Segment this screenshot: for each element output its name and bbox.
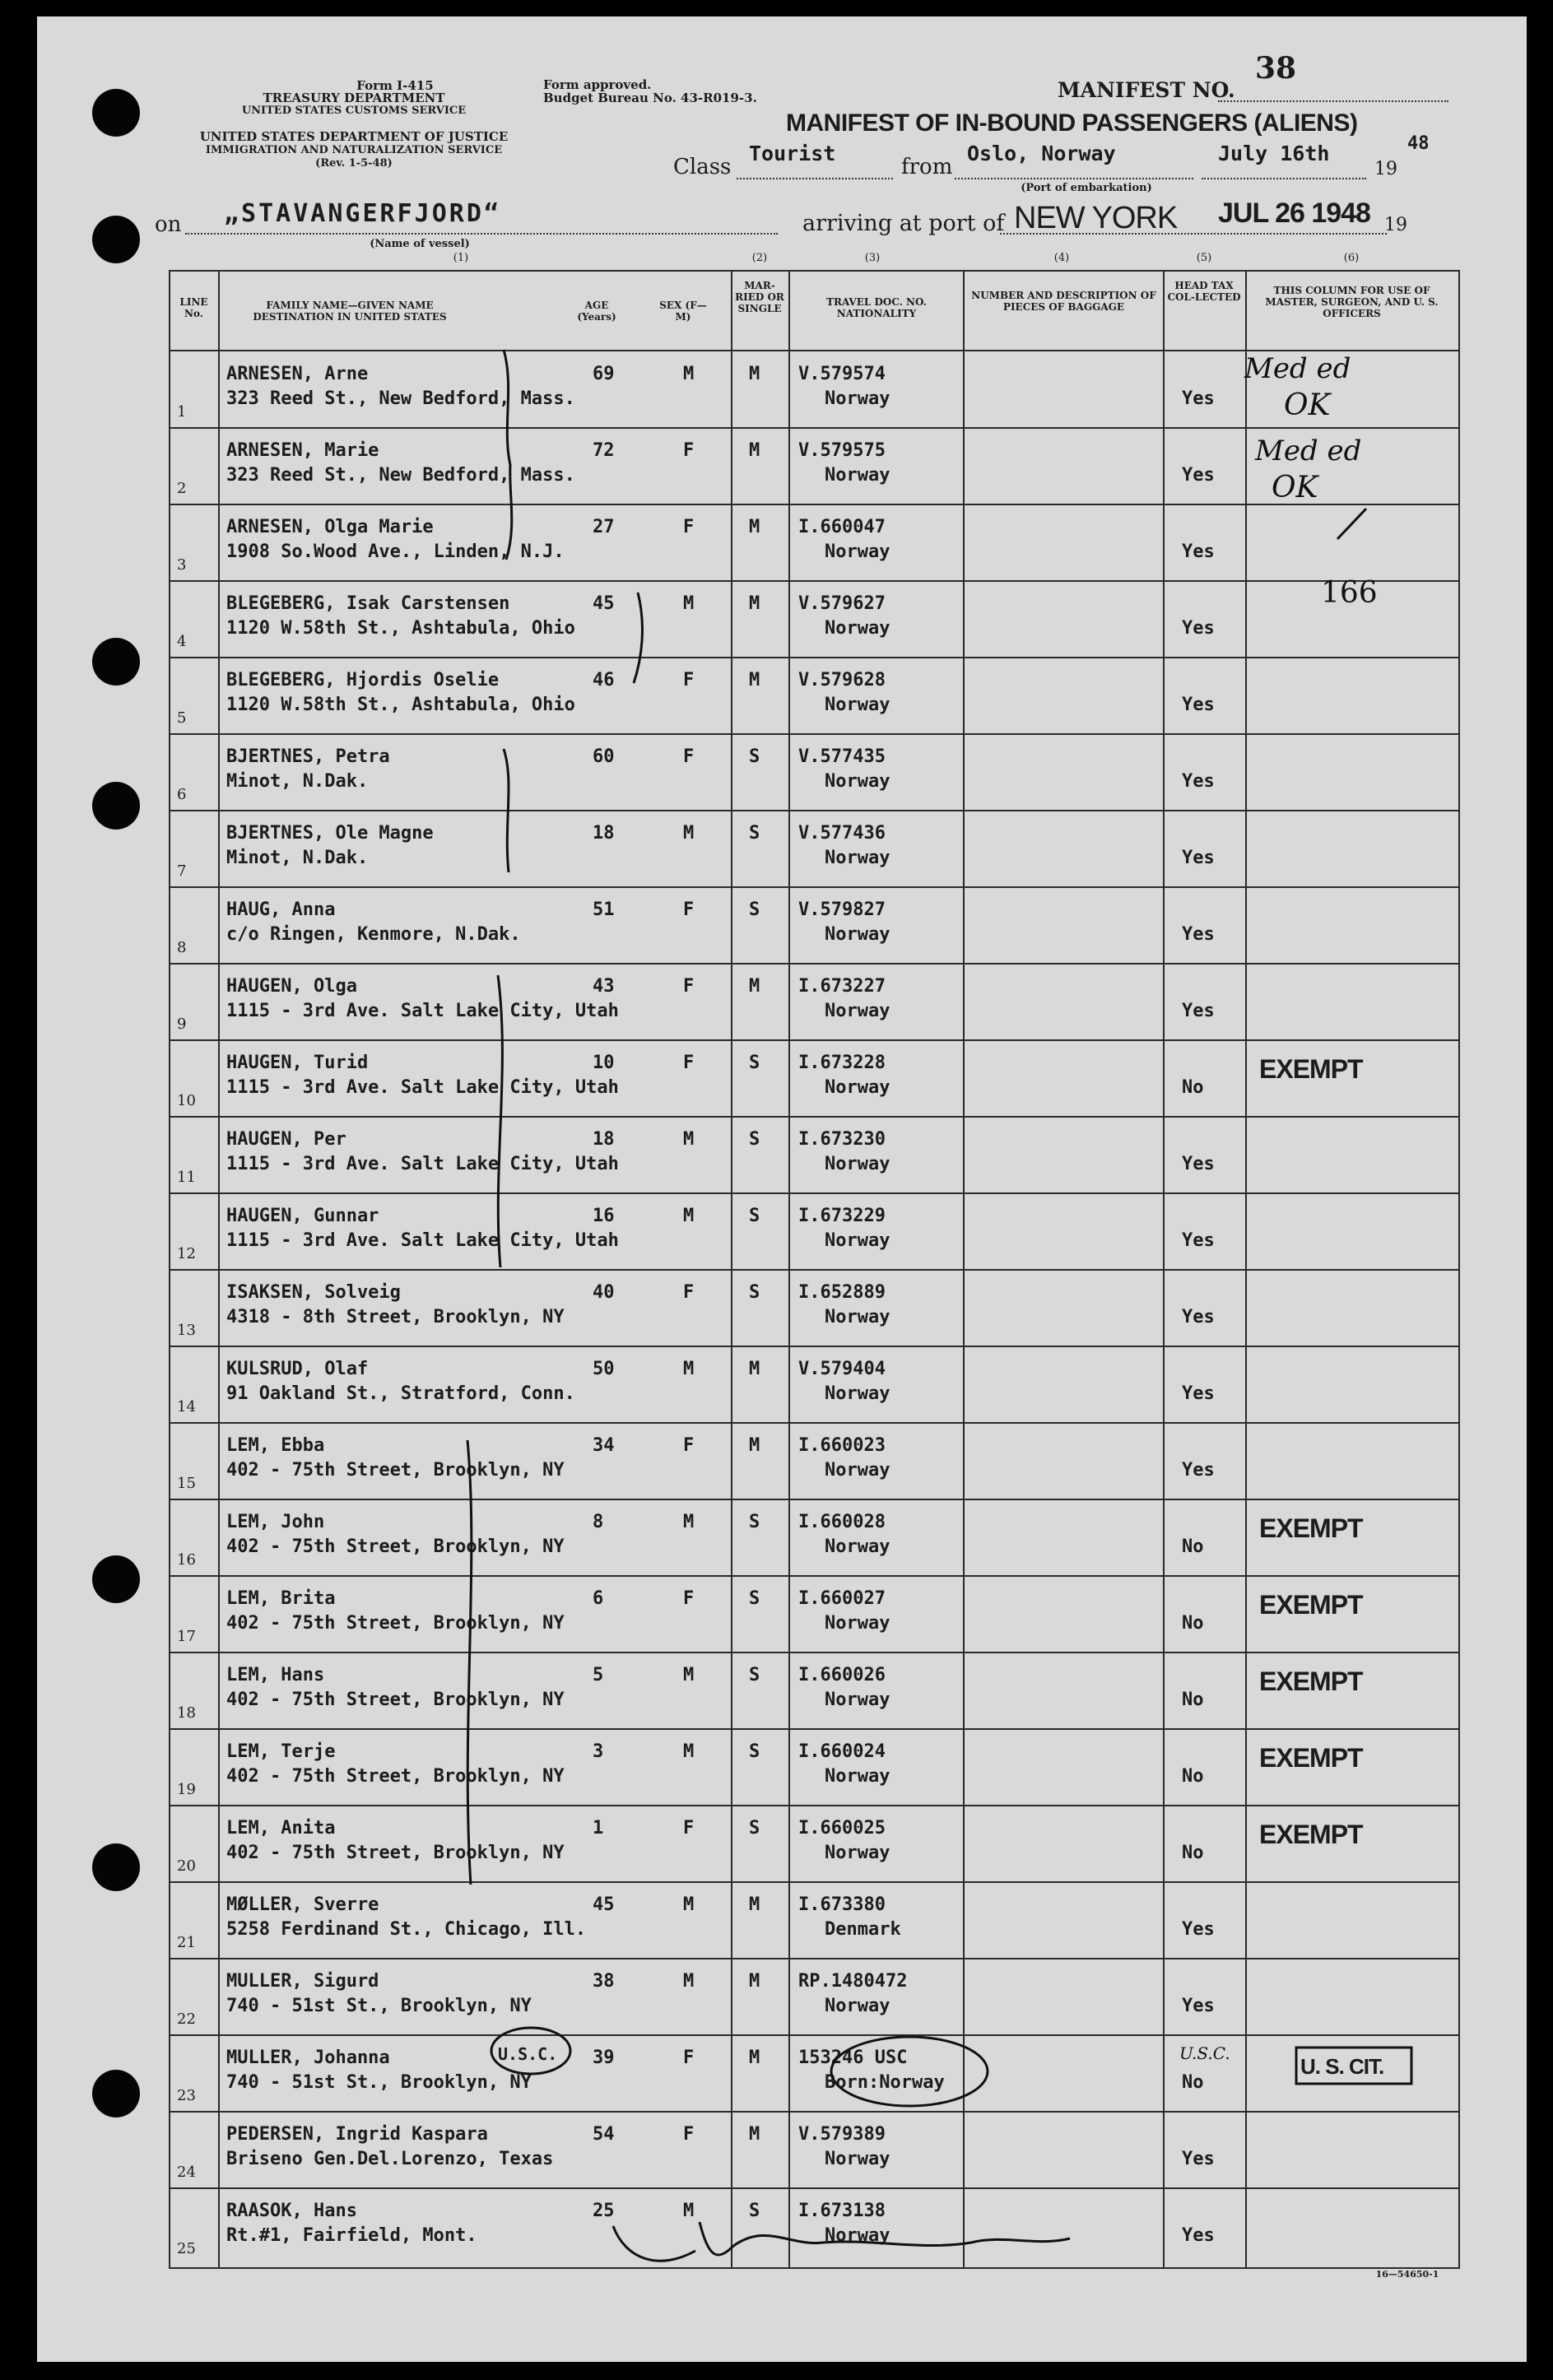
nationality: Norway <box>825 771 890 792</box>
head-tax-collected: Yes <box>1182 2149 1215 2169</box>
passenger-age: 16 <box>593 1206 615 1226</box>
col-header-officers: THIS COLUMN FOR USE OF MASTER, SURGEON, AND U. S. OFFICERS <box>1265 285 1439 319</box>
marital-status: S <box>749 1282 760 1303</box>
passenger-sex: M <box>683 1971 695 1992</box>
passenger-age: 25 <box>593 2201 615 2221</box>
head-tax-collected: Yes <box>1182 848 1215 868</box>
year-prefix: 19 <box>1374 159 1397 179</box>
marital-status: M <box>749 1971 760 1992</box>
head-tax-collected: No <box>1182 1536 1204 1557</box>
nationality: Norway <box>825 1690 890 1710</box>
passenger-name: MULLER, Sigurd <box>226 1971 379 1992</box>
head-tax-collected: Yes <box>1182 771 1215 792</box>
signature <box>613 2222 1070 2261</box>
marital-status: M <box>749 1435 760 1456</box>
passenger-name: HAUG, Anna <box>226 899 336 920</box>
passenger-name: LEM, Anita <box>226 1818 336 1838</box>
passenger-destination: Minot, N.Dak. <box>226 771 369 792</box>
passenger-sex: F <box>683 976 695 997</box>
line-number: 16 <box>177 1551 196 1569</box>
marital-status: S <box>749 1665 760 1685</box>
passenger-name: KULSRUD, Olaf <box>226 1359 369 1379</box>
passenger-name: HAUGEN, Per <box>226 1129 346 1150</box>
us-citizen-stamp: U. S. CIT. <box>1300 2054 1384 2079</box>
marital-status: M <box>749 440 760 461</box>
bracket-mark <box>504 350 512 560</box>
travel-doc-number: I.673138 <box>798 2201 886 2221</box>
exempt-stamp: EXEMPT <box>1259 1513 1363 1543</box>
line-number: 14 <box>177 1398 196 1415</box>
passenger-age: 8 <box>593 1512 604 1532</box>
passenger-age: 51 <box>593 899 615 920</box>
travel-doc-number: I.673228 <box>798 1053 886 1073</box>
usc-circle-note: U.S.C. <box>498 2044 558 2064</box>
nationality: Norway <box>825 1077 890 1098</box>
marital-status: S <box>749 1206 760 1226</box>
col-header-tax: HEAD TAX COL-LECTED <box>1167 280 1241 303</box>
passenger-destination: 1908 So.Wood Ave., Linden, N.J. <box>226 542 565 562</box>
line-number: 9 <box>177 1016 187 1033</box>
marital-status: S <box>749 1588 760 1609</box>
travel-doc-number: I.660025 <box>798 1818 886 1838</box>
exempt-stamp: EXEMPT <box>1259 1590 1363 1620</box>
passenger-destination: 1115 - 3rd Ave. Salt Lake City, Utah <box>226 1077 619 1098</box>
passenger-sex: F <box>683 746 695 767</box>
col-header-sex: SEX (F—M) <box>659 300 707 323</box>
passenger-destination: 402 - 75th Street, Brooklyn, NY <box>226 1536 565 1557</box>
manifest-title: MANIFEST OF IN-BOUND PASSENGERS (ALIENS) <box>786 109 1358 137</box>
line-number: 12 <box>177 1245 196 1262</box>
us-cit-box <box>1296 2048 1411 2084</box>
head-tax-collected: Yes <box>1182 388 1215 409</box>
head-tax-collected: Yes <box>1182 1230 1215 1251</box>
passenger-name: HAUGEN, Turid <box>226 1053 369 1073</box>
passenger-destination: c/o Ringen, Kenmore, N.Dak. <box>226 924 521 945</box>
passenger-destination: 4318 - 8th Street, Brooklyn, NY <box>226 1307 565 1327</box>
passenger-destination: 323 Reed St., New Bedford, Mass. <box>226 465 575 486</box>
bracket-mark <box>504 749 509 872</box>
passenger-age: 45 <box>593 1894 615 1915</box>
travel-doc-number: V.579404 <box>798 1359 886 1379</box>
exempt-stamp: EXEMPT <box>1259 1820 1363 1849</box>
nationality: Norway <box>825 542 890 562</box>
head-tax-collected: Yes <box>1182 1001 1215 1021</box>
line-number: 2 <box>177 480 187 497</box>
passenger-sex: M <box>683 1894 695 1915</box>
marital-status: M <box>749 517 760 537</box>
line-number: 25 <box>177 2240 196 2257</box>
nationality: Norway <box>825 695 890 715</box>
travel-doc-number: V.577435 <box>798 746 886 767</box>
passenger-sex: M <box>683 593 695 614</box>
head-tax-collected: No <box>1182 2072 1204 2093</box>
head-tax-collected: Yes <box>1182 2225 1215 2246</box>
head-tax-collected: Yes <box>1182 1996 1215 2016</box>
travel-doc-number: I.660026 <box>798 1665 886 1685</box>
on-label: on <box>155 212 182 237</box>
marital-status: M <box>749 2124 760 2145</box>
line-number: 8 <box>177 939 187 956</box>
head-tax-collected: Yes <box>1182 1307 1215 1327</box>
head-tax-collected: No <box>1182 1843 1204 1863</box>
ok-note: OK <box>1284 388 1331 422</box>
nationality: Norway <box>825 848 890 868</box>
nationality: Norway <box>825 2149 890 2169</box>
travel-doc-number: V.577436 <box>798 823 886 844</box>
head-tax-collected: Yes <box>1182 542 1215 562</box>
travel-doc-number: V.579575 <box>798 440 886 461</box>
passenger-name: HAUGEN, Gunnar <box>226 1206 379 1226</box>
vessel-name: „STAVANGERFJORD“ <box>224 199 501 228</box>
usc-tax-note: U.S.C. <box>1179 2043 1230 2063</box>
travel-doc-number: I.660028 <box>798 1512 886 1532</box>
medical-note: Med ed <box>1255 435 1362 467</box>
ok-note: OK <box>1272 471 1318 504</box>
passenger-destination: 323 Reed St., New Bedford, Mass. <box>226 388 575 409</box>
port-embark-label: (Port of embarkation) <box>1021 182 1152 194</box>
passenger-age: 10 <box>593 1053 615 1073</box>
exempt-stamp: EXEMPT <box>1259 1743 1363 1773</box>
marital-status: S <box>749 1818 760 1838</box>
line-number: 10 <box>177 1092 196 1109</box>
passenger-age: 43 <box>593 976 615 997</box>
form-approved: Form approved. <box>543 77 652 92</box>
departure-date: July 16th <box>1218 142 1330 165</box>
passenger-sex: M <box>683 1665 695 1685</box>
nationality: Norway <box>825 1536 890 1557</box>
manifest-number: 38 <box>1255 51 1297 86</box>
travel-doc-number: I.660023 <box>798 1435 886 1456</box>
passenger-name: LEM, Hans <box>226 1665 325 1685</box>
line-number: 20 <box>177 1857 196 1875</box>
travel-doc-number: 153246 USC <box>798 2048 908 2068</box>
passenger-name: PEDERSEN, Ingrid Kaspara <box>226 2124 488 2145</box>
travel-doc-number: V.579574 <box>798 364 886 384</box>
marital-status: S <box>749 2201 760 2221</box>
passenger-name: BLEGEBERG, Isak Carstensen <box>226 593 510 614</box>
marital-status: M <box>749 2048 760 2068</box>
travel-doc-number: I.673227 <box>798 976 886 997</box>
passenger-destination: 91 Oakland St., Stratford, Conn. <box>226 1383 575 1404</box>
passenger-sex: F <box>683 670 695 690</box>
col-header-doc: TRAVEL DOC. NO. NATIONALITY <box>826 296 927 319</box>
head-tax-collected: No <box>1182 1613 1204 1634</box>
head-tax-collected: Yes <box>1182 1383 1215 1404</box>
form-code: 16—54650-1 <box>1375 2269 1439 2280</box>
passenger-name: HAUGEN, Olga <box>226 976 357 997</box>
travel-doc-number: V.579389 <box>798 2124 886 2145</box>
marital-status: S <box>749 1129 760 1150</box>
exempt-stamp: EXEMPT <box>1259 1054 1363 1084</box>
passenger-name: BJERTNES, Ole Magne <box>226 823 434 844</box>
bracket-mark <box>498 975 502 1267</box>
line-number: 5 <box>177 709 187 727</box>
nationality: Norway <box>825 1996 890 2016</box>
col-number: (2) <box>751 252 768 264</box>
passenger-sex: F <box>683 2048 695 2068</box>
nationality: Norway <box>825 2225 890 2246</box>
nationality: Norway <box>825 1307 890 1327</box>
head-tax-collected: Yes <box>1182 465 1215 486</box>
passenger-age: 34 <box>593 1435 615 1456</box>
arriving-label: arriving at port of <box>802 211 1005 236</box>
passenger-sex: M <box>683 1359 695 1379</box>
passenger-name: ARNESEN, Arne <box>226 364 369 384</box>
customs-service: UNITED STATES CUSTOMS SERVICE <box>241 105 467 117</box>
line-number: 11 <box>177 1169 196 1186</box>
marital-status: M <box>749 670 760 690</box>
col-header-name: FAMILY NAME—GIVEN NAME DESTINATION IN UNITED STATES <box>253 300 447 323</box>
manifest-label: MANIFEST NO. <box>1058 78 1235 102</box>
line-number: 1 <box>177 403 187 421</box>
travel-doc-number: I.660047 <box>798 517 886 537</box>
travel-doc-number: I.673229 <box>798 1206 886 1226</box>
passenger-age: 27 <box>593 517 615 537</box>
passenger-destination: 1115 - 3rd Ave. Salt Lake City, Utah <box>226 1001 619 1021</box>
from-value: Oslo, Norway <box>967 142 1116 165</box>
col-header-age: AGE (Years) <box>577 300 616 323</box>
travel-doc-number: V.579628 <box>798 670 886 690</box>
line-number: 22 <box>177 2010 196 2028</box>
passenger-name: MULLER, Johanna <box>226 2048 390 2068</box>
nationality: Denmark <box>825 1919 901 1940</box>
passenger-destination: 1120 W.58th St., Ashtabula, Ohio <box>226 618 575 639</box>
arrival-date-stamp: JUL 26 1948 <box>1218 198 1370 229</box>
passenger-sex: M <box>683 1206 695 1226</box>
class-label: Class <box>673 155 732 179</box>
travel-doc-number: I.660024 <box>798 1741 886 1762</box>
marital-status: S <box>749 746 760 767</box>
line-number: 6 <box>177 786 187 803</box>
passenger-age: 39 <box>593 2048 615 2068</box>
col-number: (5) <box>1196 252 1212 264</box>
from-label: from <box>901 155 953 179</box>
passenger-sex: F <box>683 1435 695 1456</box>
year-label-2: 19 <box>1384 215 1407 235</box>
passenger-age: 18 <box>593 823 615 844</box>
passenger-destination: Rt.#1, Fairfield, Mont. <box>226 2225 477 2246</box>
passenger-sex: M <box>683 1741 695 1762</box>
class-value: Tourist <box>749 142 836 165</box>
line-number: 21 <box>177 1934 196 1951</box>
passenger-sex: M <box>683 823 695 844</box>
passenger-age: 1 <box>593 1818 604 1838</box>
arrival-port: NEW YORK <box>1014 201 1178 235</box>
col-number: (6) <box>1343 252 1360 264</box>
marital-status: M <box>749 976 760 997</box>
vessel-label: (Name of vessel) <box>370 238 470 250</box>
passenger-sex: M <box>683 1129 695 1150</box>
line-number: 13 <box>177 1322 196 1339</box>
ins-service: IMMIGRATION AND NATURALIZATION SERVICE <box>205 144 503 156</box>
col-header-married: MAR-RIED OR SINGLE <box>735 280 784 314</box>
passenger-destination: 402 - 75th Street, Brooklyn, NY <box>226 1613 565 1634</box>
travel-doc-number: I.660027 <box>798 1588 886 1609</box>
passenger-name: BJERTNES, Petra <box>226 746 390 767</box>
marital-status: M <box>749 1894 760 1915</box>
passenger-sex: F <box>683 899 695 920</box>
passenger-sex: M <box>683 1512 695 1532</box>
nationality: Norway <box>825 388 890 409</box>
head-tax-collected: Yes <box>1182 695 1215 715</box>
form-number: Form I-415 <box>356 78 434 93</box>
passenger-destination: 740 - 51st St., Brooklyn, NY <box>226 1996 532 2016</box>
stamped-number: 166 <box>1321 576 1378 610</box>
passenger-name: LEM, Ebba <box>226 1435 325 1456</box>
passenger-age: 5 <box>593 1665 604 1685</box>
passenger-age: 45 <box>593 593 615 614</box>
nationality: Norway <box>825 924 890 945</box>
marital-status: S <box>749 1741 760 1762</box>
head-tax-collected: Yes <box>1182 924 1215 945</box>
passenger-age: 3 <box>593 1741 604 1762</box>
passenger-age: 69 <box>593 364 615 384</box>
nationality: Norway <box>825 1230 890 1251</box>
marital-status: S <box>749 1053 760 1073</box>
nationality: Norway <box>825 1843 890 1863</box>
nationality: Norway <box>825 1766 890 1787</box>
head-tax-collected: Yes <box>1182 1919 1215 1940</box>
usc-circle <box>491 2028 570 2074</box>
passenger-age: 38 <box>593 1971 615 1992</box>
passenger-name: LEM, Terje <box>226 1741 336 1762</box>
passenger-name: LEM, Brita <box>226 1588 336 1609</box>
marital-status: S <box>749 899 760 920</box>
travel-doc-number: I.673230 <box>798 1129 886 1150</box>
passenger-name: BLEGEBERG, Hjordis Oselie <box>226 670 500 690</box>
passenger-destination: 5258 Ferdinand St., Chicago, Ill. <box>226 1919 587 1940</box>
head-tax-collected: No <box>1182 1766 1204 1787</box>
passenger-destination: 402 - 75th Street, Brooklyn, NY <box>226 1766 565 1787</box>
head-tax-collected: Yes <box>1182 1154 1215 1174</box>
passenger-sex: F <box>683 1818 695 1838</box>
passenger-age: 18 <box>593 1129 615 1150</box>
nationality: Norway <box>825 465 890 486</box>
col-number: (4) <box>1053 252 1070 264</box>
passenger-destination: 1120 W.58th St., Ashtabula, Ohio <box>226 695 575 715</box>
line-number: 3 <box>177 556 187 574</box>
passenger-name: ISAKSEN, Solveig <box>226 1282 401 1303</box>
marital-status: S <box>749 823 760 844</box>
passenger-destination: 402 - 75th Street, Brooklyn, NY <box>226 1843 565 1863</box>
passenger-destination: 1115 - 3rd Ave. Salt Lake City, Utah <box>226 1154 619 1174</box>
passenger-age: 60 <box>593 746 615 767</box>
passenger-sex: F <box>683 517 695 537</box>
passenger-destination: 402 - 75th Street, Brooklyn, NY <box>226 1690 565 1710</box>
passenger-sex: F <box>683 1282 695 1303</box>
travel-doc-number: I.673380 <box>798 1894 886 1915</box>
travel-doc-number: I.652889 <box>798 1282 886 1303</box>
passenger-age: 54 <box>593 2124 615 2145</box>
bracket-mark <box>467 1440 472 1885</box>
passenger-name: ARNESEN, Olga Marie <box>226 517 434 537</box>
line-number: 4 <box>177 633 187 650</box>
passenger-destination: Minot, N.Dak. <box>226 848 369 868</box>
passenger-destination: 740 - 51st St., Brooklyn, NY <box>226 2072 532 2093</box>
passenger-age: 40 <box>593 1282 615 1303</box>
passenger-name: LEM, John <box>226 1512 325 1532</box>
col-number: (3) <box>864 252 881 264</box>
treasury-dept: TREASURY DEPARTMENT <box>263 91 445 105</box>
passenger-sex: F <box>683 440 695 461</box>
passenger-sex: F <box>683 1053 695 1073</box>
nationality: Norway <box>825 1613 890 1634</box>
col-header-baggage: NUMBER AND DESCRIPTION OF PIECES OF BAGGAGE <box>971 290 1156 313</box>
head-tax-collected: Yes <box>1182 618 1215 639</box>
head-tax-collected: No <box>1182 1690 1204 1710</box>
line-number: 24 <box>177 2164 196 2181</box>
nationality: Norway <box>825 1383 890 1404</box>
line-number: 18 <box>177 1704 196 1722</box>
nationality: Norway <box>825 1001 890 1021</box>
travel-doc-number: V.579827 <box>798 899 886 920</box>
marital-status: M <box>749 364 760 384</box>
line-number: 7 <box>177 862 187 880</box>
passenger-destination: Briseno Gen.Del.Lorenzo, Texas <box>226 2149 554 2169</box>
passenger-destination: 1115 - 3rd Ave. Salt Lake City, Utah <box>226 1230 619 1251</box>
passenger-age: 72 <box>593 440 615 461</box>
passenger-sex: F <box>683 2124 695 2145</box>
passenger-sex: F <box>683 1588 695 1609</box>
head-tax-collected: No <box>1182 1077 1204 1098</box>
line-number: 15 <box>177 1475 196 1492</box>
exempt-stamp: EXEMPT <box>1259 1666 1363 1696</box>
budget-bureau: Budget Bureau No. 43-R019-3. <box>543 91 757 105</box>
col-header-line: LINE No. <box>179 296 208 319</box>
passenger-name: RAASOK, Hans <box>226 2201 357 2221</box>
passenger-name: ARNESEN, Marie <box>226 440 379 461</box>
travel-doc-number: RP.1480472 <box>798 1971 908 1992</box>
nationality: Norway <box>825 618 890 639</box>
line-number: 17 <box>177 1628 196 1645</box>
medical-note: Med ed <box>1244 352 1351 385</box>
check-mark <box>1337 509 1366 539</box>
passenger-age: 46 <box>593 670 615 690</box>
passenger-sex: M <box>683 2201 695 2221</box>
line-number: 23 <box>177 2087 196 2104</box>
nationality: Norway <box>825 1154 890 1174</box>
marital-status: S <box>749 1512 760 1532</box>
revision: (Rev. 1-5-48) <box>315 157 393 170</box>
line-number: 19 <box>177 1781 196 1798</box>
bracket-mark <box>634 593 642 683</box>
passenger-age: 6 <box>593 1588 604 1609</box>
head-tax-collected: Yes <box>1182 1460 1215 1481</box>
passenger-age: 50 <box>593 1359 615 1379</box>
passenger-sex: M <box>683 364 695 384</box>
dept-justice: UNITED STATES DEPARTMENT OF JUSTICE <box>199 129 509 144</box>
nationality: Norway <box>825 1460 890 1481</box>
doc-circle <box>831 2037 988 2106</box>
travel-doc-number: V.579627 <box>798 593 886 614</box>
col-number: (1) <box>453 252 469 264</box>
marital-status: M <box>749 1359 760 1379</box>
passenger-destination: 402 - 75th Street, Brooklyn, NY <box>226 1460 565 1481</box>
nationality: Born:Norway <box>825 2072 945 2093</box>
marital-status: M <box>749 593 760 614</box>
year-suffix: 48 <box>1407 133 1430 154</box>
passenger-name: MØLLER, Sverre <box>226 1894 379 1915</box>
